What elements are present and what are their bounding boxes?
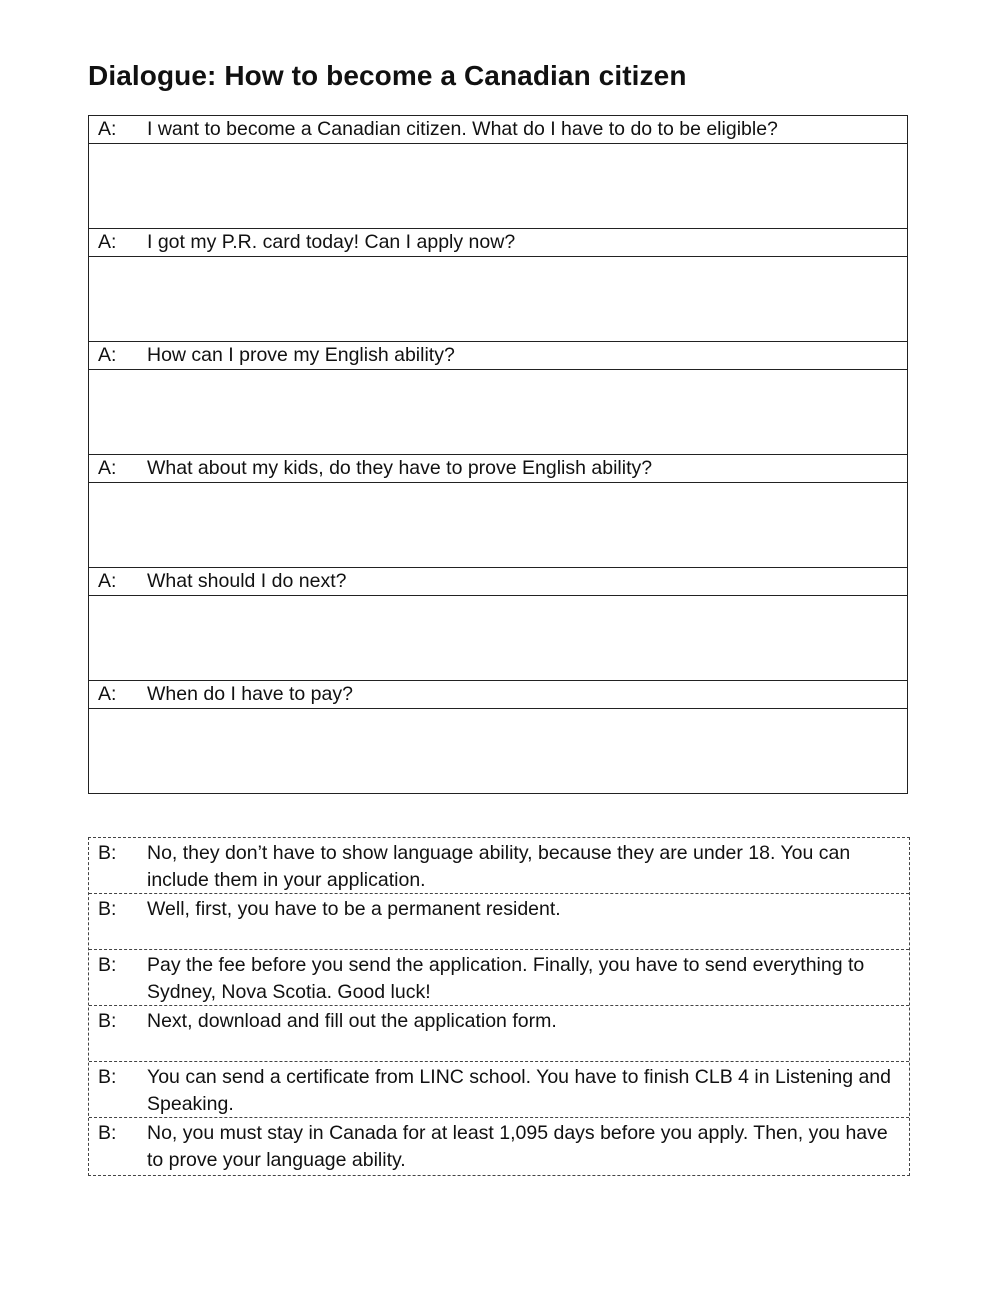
answer-text: Pay the fee before you send the application. Finally, you have to send everything to Sydney, Nova Scotia. Good luck! — [147, 954, 865, 1003]
questions-table — [88, 115, 908, 794]
answer-text: No, they don’t have to show language ability, because they are under 18. You can include them in your application. — [147, 842, 851, 891]
answer-text: You can send a certificate from LINC school. You have to finish CLB 4 in Listening and Speaking. — [147, 1066, 891, 1115]
speaker-label: B: — [98, 842, 117, 864]
speaker-label: A: — [98, 231, 117, 253]
draggable-answer-card[interactable] — [89, 950, 909, 1006]
answer-drop-zone[interactable] — [89, 257, 907, 342]
answer-drop-zone[interactable] — [89, 370, 907, 455]
draggable-answer-card[interactable] — [89, 838, 909, 894]
speaker-label: A: — [98, 344, 117, 366]
speaker-label: A: — [98, 570, 117, 592]
speaker-label: B: — [98, 954, 117, 976]
speaker-label: A: — [98, 118, 117, 140]
speaker-label: B: — [98, 898, 117, 920]
question-text: How can I prove my English ability? — [147, 344, 455, 366]
answer-text: Well, first, you have to be a permanent resident. — [147, 898, 561, 920]
speaker-label: A: — [98, 683, 117, 705]
draggable-answer-card[interactable] — [89, 1118, 909, 1175]
question-row — [89, 116, 907, 229]
question-text: When do I have to pay? — [147, 683, 353, 705]
answer-text: No, you must stay in Canada for at least 1,095 days before you apply. Then, you have to prove your language ability. — [147, 1122, 888, 1171]
page-title: Dialogue: How to become a Canadian citizen — [88, 60, 687, 91]
speaker-label: B: — [98, 1122, 117, 1144]
question-row — [89, 342, 907, 455]
question-row — [89, 455, 907, 568]
question-text: I got my P.R. card today! Can I apply now? — [147, 231, 516, 253]
draggable-answer-card[interactable] — [89, 1062, 909, 1118]
answer-text: Next, download and fill out the application form. — [147, 1010, 557, 1032]
speaker-label: A: — [98, 457, 117, 479]
speaker-label: B: — [98, 1010, 117, 1032]
answer-drop-zone[interactable] — [89, 596, 907, 681]
draggable-answer-card[interactable] — [89, 894, 909, 950]
answer-drop-zone[interactable] — [89, 144, 907, 229]
answers-bank — [88, 837, 910, 1176]
question-row — [89, 681, 907, 793]
speaker-label: B: — [98, 1066, 117, 1088]
question-row — [89, 568, 907, 681]
answer-drop-zone[interactable] — [89, 483, 907, 568]
draggable-answer-card[interactable] — [89, 1006, 909, 1062]
question-row — [89, 229, 907, 342]
question-text: What should I do next? — [147, 570, 347, 592]
answer-drop-zone[interactable] — [89, 709, 907, 793]
question-text: I want to become a Canadian citizen. What do I have to do to be eligible? — [147, 118, 778, 140]
question-text: What about my kids, do they have to prove English ability? — [147, 457, 653, 479]
